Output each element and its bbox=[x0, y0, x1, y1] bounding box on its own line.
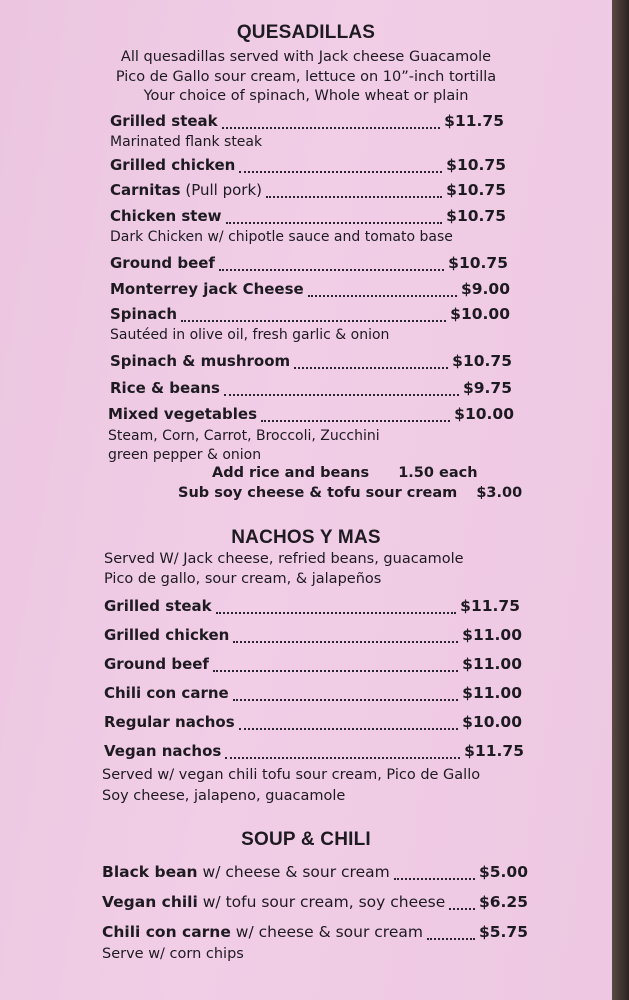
dot-leader bbox=[226, 212, 443, 224]
item-description bbox=[108, 427, 380, 464]
dot-leader bbox=[213, 660, 458, 672]
item-name: Regular nachos bbox=[104, 713, 235, 731]
item-name: Black bean bbox=[102, 863, 198, 881]
menu-item-nachos-regular bbox=[104, 713, 522, 731]
dot-leader bbox=[308, 285, 457, 297]
item-name: Grilled chicken bbox=[110, 156, 236, 174]
add-on-price: 1.50 each bbox=[398, 465, 478, 481]
item-price: $6.25 bbox=[478, 893, 528, 911]
item-price: $10.75 bbox=[448, 254, 508, 272]
item-description: Sautéed in olive oil, fresh garlic & onion bbox=[110, 327, 390, 343]
dot-leader bbox=[394, 868, 475, 880]
dot-leader bbox=[222, 117, 441, 129]
menu-item-quesadilla-spinach-mushroom bbox=[110, 352, 512, 370]
add-on-label: Add rice and beans bbox=[212, 465, 370, 481]
intro-line: Pico de gallo, sour cream, & jalapeños bbox=[104, 570, 382, 587]
dot-leader bbox=[266, 186, 442, 198]
item-name: Spinach & mushroom bbox=[110, 352, 291, 370]
menu-item-quesadilla-grilled-steak bbox=[110, 112, 504, 130]
description-line: green pepper & onion bbox=[108, 446, 262, 463]
dot-leader bbox=[224, 384, 459, 396]
item-name: Ground beef bbox=[104, 655, 209, 673]
intro-line: Served W/ Jack cheese, refried beans, guacamole bbox=[104, 551, 464, 567]
item-price: $9.75 bbox=[462, 379, 512, 397]
item-name: Grilled steak bbox=[110, 112, 218, 130]
item-name: Chili con carne bbox=[104, 684, 229, 702]
add-on-rice-beans bbox=[212, 465, 478, 481]
add-on-label: Sub soy cheese & tofu sour cream bbox=[178, 485, 458, 501]
item-description: Marinated flank steak bbox=[110, 134, 263, 150]
item-price: $10.75 bbox=[446, 181, 506, 199]
intro-line: All quesadillas served with Jack cheese Guacamole bbox=[120, 49, 492, 65]
dot-leader bbox=[294, 357, 448, 369]
intro-line: Pico de Gallo sour cream, lettuce on 10”-inch tortilla bbox=[115, 68, 497, 85]
item-price: $10.00 bbox=[462, 713, 522, 731]
menu-item-quesadilla-ground-beef bbox=[110, 254, 508, 272]
item-name: Rice & beans bbox=[110, 379, 220, 397]
dot-leader bbox=[261, 410, 450, 422]
dot-leader bbox=[216, 602, 457, 614]
item-price: $11.00 bbox=[462, 655, 522, 673]
item-name: Grilled steak bbox=[104, 597, 212, 615]
dot-leader bbox=[219, 259, 444, 271]
menu-item-quesadilla-grilled-chicken bbox=[110, 156, 506, 174]
dot-leader bbox=[225, 747, 460, 759]
menu-item-nachos-chili-con-carne bbox=[104, 684, 522, 702]
item-name: Ground beef bbox=[110, 254, 215, 272]
quesadillas-heading: QUESADILLAS bbox=[236, 22, 376, 43]
item-price: $10.00 bbox=[454, 405, 514, 423]
dot-leader bbox=[239, 718, 459, 730]
item-name: Chicken stew bbox=[110, 207, 222, 225]
soup-footer-note: Serve w/ corn chips bbox=[102, 946, 244, 962]
dot-leader bbox=[233, 631, 458, 643]
menu-item-nachos-vegan bbox=[104, 742, 524, 760]
soup-heading: SOUP & CHILI bbox=[241, 829, 371, 850]
intro-line: Your choice of spinach, Whole wheat or plain bbox=[143, 88, 469, 104]
item-name: Grilled chicken bbox=[104, 626, 230, 644]
menu-item-soup-vegan-chili bbox=[102, 893, 528, 911]
menu-item-nachos-grilled-chicken bbox=[104, 626, 522, 644]
menu-item-quesadilla-rice-beans bbox=[110, 379, 512, 397]
item-price: $5.75 bbox=[478, 923, 528, 941]
menu-item-quesadilla-spinach bbox=[110, 305, 510, 323]
menu-item-nachos-grilled-steak bbox=[104, 597, 520, 615]
item-name: Chili con carne bbox=[102, 923, 231, 941]
item-name: Vegan nachos bbox=[104, 742, 222, 760]
menu-item-quesadilla-chicken-stew bbox=[110, 207, 506, 225]
item-name: Vegan chili bbox=[102, 893, 198, 911]
item-price: $11.75 bbox=[460, 597, 520, 615]
dot-leader bbox=[181, 310, 446, 322]
item-price: $11.75 bbox=[444, 112, 504, 130]
item-name: Monterrey jack Cheese bbox=[110, 280, 304, 298]
description-line: Steam, Corn, Carrot, Broccoli, Zucchini bbox=[108, 428, 380, 444]
dot-leader bbox=[427, 928, 475, 940]
nachos-heading: NACHOS Y MAS bbox=[231, 527, 381, 548]
add-on-price: $3.00 bbox=[476, 485, 523, 501]
item-price: $10.75 bbox=[452, 352, 512, 370]
item-price: $5.00 bbox=[478, 863, 528, 881]
item-price: $10.75 bbox=[446, 156, 506, 174]
item-name: Spinach bbox=[110, 305, 178, 323]
item-price: $9.00 bbox=[460, 280, 510, 298]
table-edge bbox=[612, 0, 629, 1000]
item-price: $10.75 bbox=[446, 207, 506, 225]
item-price: $10.00 bbox=[450, 305, 510, 323]
quesadillas-intro bbox=[0, 48, 612, 107]
dot-leader bbox=[239, 161, 442, 173]
item-description bbox=[102, 765, 480, 807]
item-name: Carnitas bbox=[110, 181, 181, 199]
item-note: (Pull pork) bbox=[185, 181, 263, 199]
nachos-intro bbox=[104, 550, 464, 589]
menu-item-quesadilla-mixed-vegetables bbox=[108, 405, 514, 423]
item-name: Mixed vegetables bbox=[108, 405, 258, 423]
item-price: $11.00 bbox=[462, 684, 522, 702]
menu-item-soup-chili-con-carne bbox=[102, 923, 528, 941]
item-price: $11.00 bbox=[462, 626, 522, 644]
item-description: Dark Chicken w/ chipotle sauce and tomato base bbox=[110, 229, 453, 245]
description-line: Soy cheese, jalapeno, guacamole bbox=[102, 788, 346, 804]
description-line: Served w/ vegan chili tofu sour cream, Pico de Gallo bbox=[102, 767, 481, 783]
item-note: w/ tofu sour cream, soy cheese bbox=[202, 893, 446, 911]
menu-item-quesadilla-carnitas bbox=[110, 181, 506, 199]
dot-leader bbox=[449, 898, 475, 910]
item-note: w/ cheese & sour cream bbox=[235, 923, 423, 941]
menu-item-soup-black-bean bbox=[102, 863, 528, 881]
menu-item-quesadilla-monterrey-jack bbox=[110, 280, 510, 298]
item-price: $11.75 bbox=[464, 742, 524, 760]
item-note: w/ cheese & sour cream bbox=[202, 863, 390, 881]
add-on-soy-cheese bbox=[178, 485, 522, 501]
dot-leader bbox=[233, 689, 458, 701]
menu-item-nachos-ground-beef bbox=[104, 655, 522, 673]
